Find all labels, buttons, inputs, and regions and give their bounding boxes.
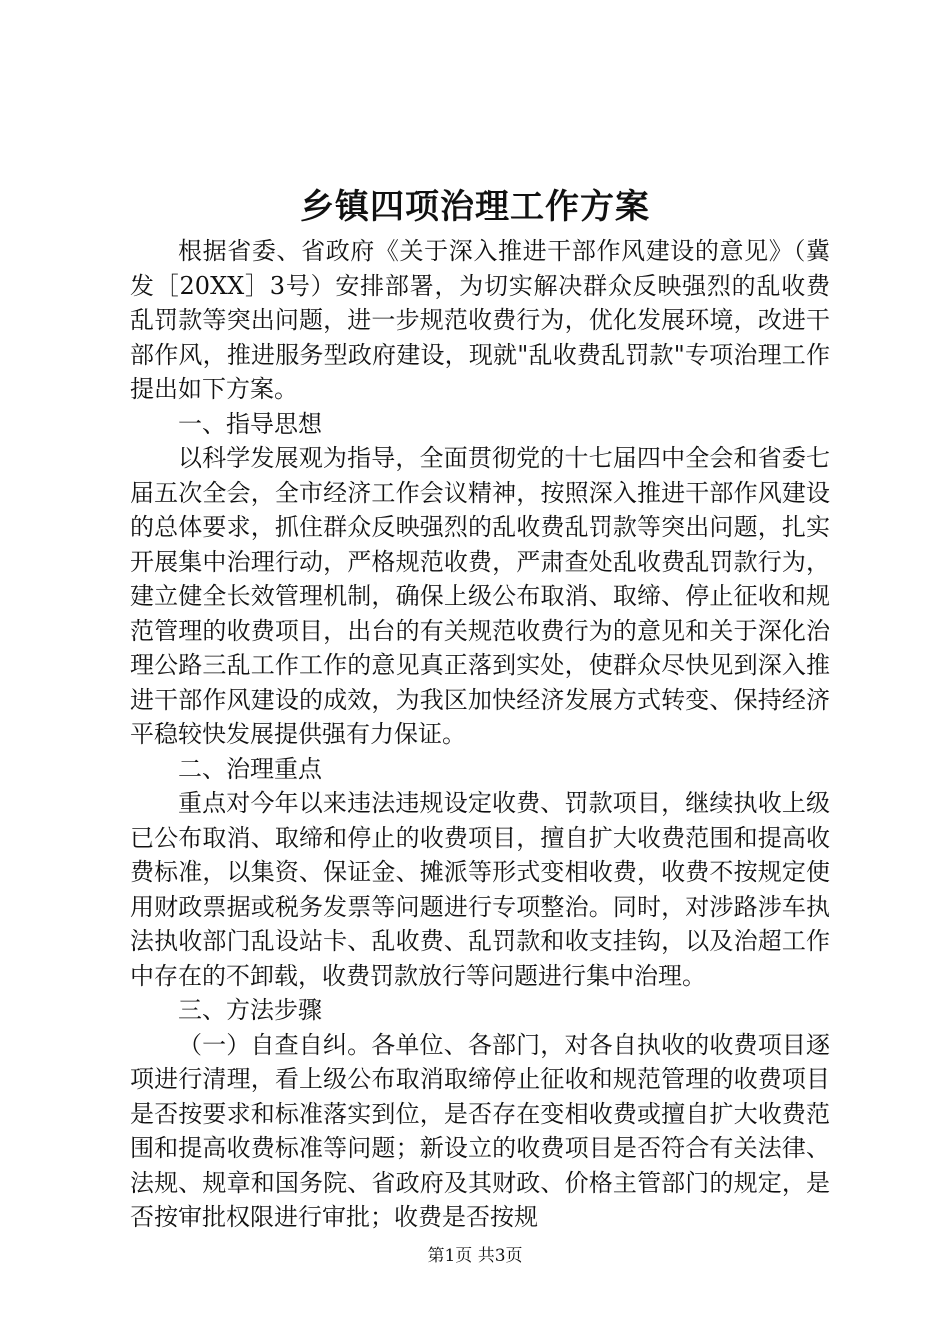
page-footer: 第1页 共3页 (427, 1246, 523, 1266)
intro-paragraph: 根据省委、省政府《关于深入推进干部作风建设的意见》（冀发［20XX］3号）安排部署，为切实解决群众反映强烈的乱收费乱罚款等突出问题，进一步规范收费行为，优化发展环境，改进干部作风，推进服务型政府建设，现就"乱收费乱罚款"专项治理工作提出如下方案。 (130, 237, 830, 403)
guiding-ideology-paragraph: 以科学发展观为指导，全面贯彻党的十七届四中全会和省委七届五次全会，全市经济工作会议精神，按照深入推进干部作风建设的总体要求，抓住群众反映强烈的乱收费乱罚款等突出问题，扎实开展集中治理行动，严格规范收费，严肃查处乱收费乱罚款行为，建立健全长效管理机制，确保上级公布取消、取缔、停止征收和规范管理的收费项目，出台的有关规范收费行为的意见和关于深化治理公路三乱工作工作的意见真正落到实处，使群众尽快见到深入推进干部作风建设的成效，为我区加快经济发展方式转变、保持经济平稳较快发展提供强有力保证。 (130, 444, 830, 748)
section-heading-key-areas: 二、治理重点 (178, 754, 322, 783)
section-heading-methods-steps: 三、方法步骤 (178, 996, 322, 1024)
methods-steps-paragraph: （一）自查自纠。各单位、各部门，对各自执收的收费项目逐项进行清理，看上级公布取消取缔停止征收和规范管理的收费项目是否按要求和标准落实到位，是否存在变相收费或擅自扩大收费范围和提高收费标准等问题；新设立的收费项目是否符合有关法律、法规、规章和国务院、省政府及其财政、价格主管部门的规定，是否按审批权限进行审批；收费是否按规 (130, 1030, 830, 1231)
document-title: 乡镇四项治理工作方案 (300, 187, 650, 227)
section-heading-guiding-ideology: 一、指导思想 (178, 409, 322, 438)
key-areas-paragraph: 重点对今年以来违法违规设定收费、罚款项目，继续执收上级已公布取消、取缔和停止的收费项目，擅自扩大收费范围和提高收费标准，以集资、保证金、摊派等形式变相收费，收费不按规定使用财政票据或税务发票等问题进行专项整治。同时，对涉路涉车执法执收部门乱设站卡、乱收费、乱罚款和收支挂钩，以及治超工作中存在的不卸载，收费罚款放行等问题进行集中治理。 (130, 789, 830, 990)
document-body (130, 234, 830, 1235)
